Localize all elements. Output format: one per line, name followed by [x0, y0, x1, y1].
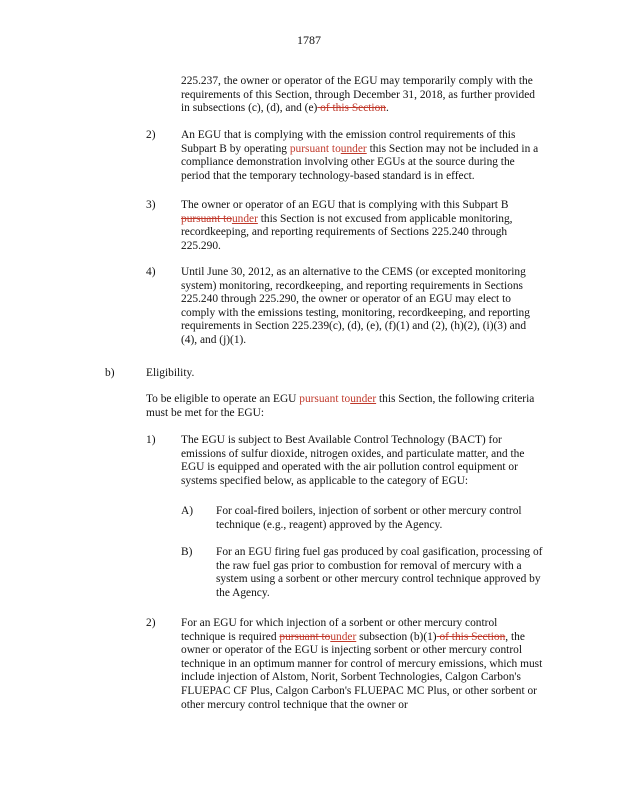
paragraph-text: subsection (b)(1): [356, 630, 437, 643]
inserted-text: under: [330, 630, 357, 643]
paragraph-text: this Section is not excused from applicable monitoring, recordkeeping, and reporting requirements of Sections 225.240 through 225.290.: [181, 212, 513, 252]
paragraph-text: this Section, the following criteria must be met for the EGU:: [146, 393, 535, 419]
item-number: 3): [146, 199, 156, 211]
item-number: 1): [146, 434, 156, 446]
paragraph-text: this Section may not be included in a compliance demonstration involving other EGUs at the source during the period that the temporary technology-based standard is in effect.: [181, 142, 539, 182]
subsection-a3: [181, 199, 543, 253]
deleted-text: of this Section: [317, 102, 386, 115]
subsection-b1A: [216, 505, 543, 532]
paragraph-text: , the owner or operator of the EGU is injecting sorbent or other mercury control technique in an optimum manner for control of mercury emissions, which must include injection of Alstom, Norit, Sorbent Technologies, Calgon Carbon's FLUEPAC CF Plus, Calgon Carbon's FLUEPAC MC Plus, or other sorbent or other mercury control technique that the owner or: [181, 630, 543, 711]
paragraph-text: 225.237, the owner or operator of the EGU may temporarily comply with the requirements of this Section, through December 31, 2018, as further provided in subsections (c), (d), and (e): [181, 75, 535, 115]
inserted-text: under: [350, 393, 377, 405]
item-letter: B): [181, 546, 193, 558]
deleted-text: of this Section: [436, 630, 506, 643]
inserted-text: under: [231, 212, 258, 225]
deleted-text: pursuant to: [181, 212, 232, 225]
item-number: 2): [146, 617, 156, 629]
item-number: 4): [146, 266, 156, 278]
deleted-text: pursuant to: [279, 630, 331, 643]
subsection-b1B: [216, 546, 543, 600]
paragraph-text: The owner or operator of an EGU that is complying with this Subpart B: [181, 199, 509, 211]
subsection-b1: [181, 434, 543, 488]
page-number: 1787: [297, 33, 321, 47]
paragraph-text: For coal-fired boilers, injection of sorbent or other mercury control technique (e.g., reagent) approved by the Agency.: [216, 505, 522, 531]
paragraph-text: For an EGU for which injection of a sorbent or other mercury control technique is required: [181, 617, 498, 643]
inserted-text: pursuant to: [289, 142, 341, 155]
subsection-b2: [181, 617, 543, 712]
paragraph-text: For an EGU firing fuel gas produced by coal gasification, processing of the raw fuel gas prior to combustion for removal of mercury with a system using a sorbent or other mercury control technique approved by the Agency.: [216, 546, 543, 599]
paragraph-text: Until June 30, 2012, as an alternative to the CEMS (or excepted monitoring system) monitoring, recordkeeping, and reporting requirements in Sections 225.240 through 225.290, the owner or operator of an EGU may elect to comply with the emissions testing, monitoring, recordkeeping, and reporting requirements in Section 225.239(c), (d), (e), (f)(1) and (2), (h)(2), (i)(3) and (4), and (j)(1).: [181, 266, 530, 346]
inserted-text: under: [340, 142, 367, 155]
paragraph-text: The EGU is subject to Best Available Control Technology (BACT) for emissions of sulfur dioxide, nitrogen oxides, and particulate matter, and the EGU is equipped and operated with the air pollution control equipment or systems specified below, as applicable to the category of EGU:: [181, 434, 525, 487]
inserted-text: pursuant to: [299, 393, 351, 405]
item-number: 2): [146, 129, 156, 141]
section-heading: Eligibility.: [146, 367, 195, 379]
item-letter: A): [181, 505, 194, 517]
section-number: b): [105, 367, 115, 379]
subsection-a2: [181, 129, 543, 183]
paragraph-text: .: [385, 102, 389, 115]
continuation-paragraph: [181, 75, 543, 116]
subsection-a4: [181, 266, 543, 348]
paragraph-text: An EGU that is complying with the emission control requirements of this Subpart B by operating: [181, 129, 516, 155]
section-b-intro: [146, 393, 544, 420]
paragraph-text: To be eligible to operate an EGU: [146, 393, 300, 405]
